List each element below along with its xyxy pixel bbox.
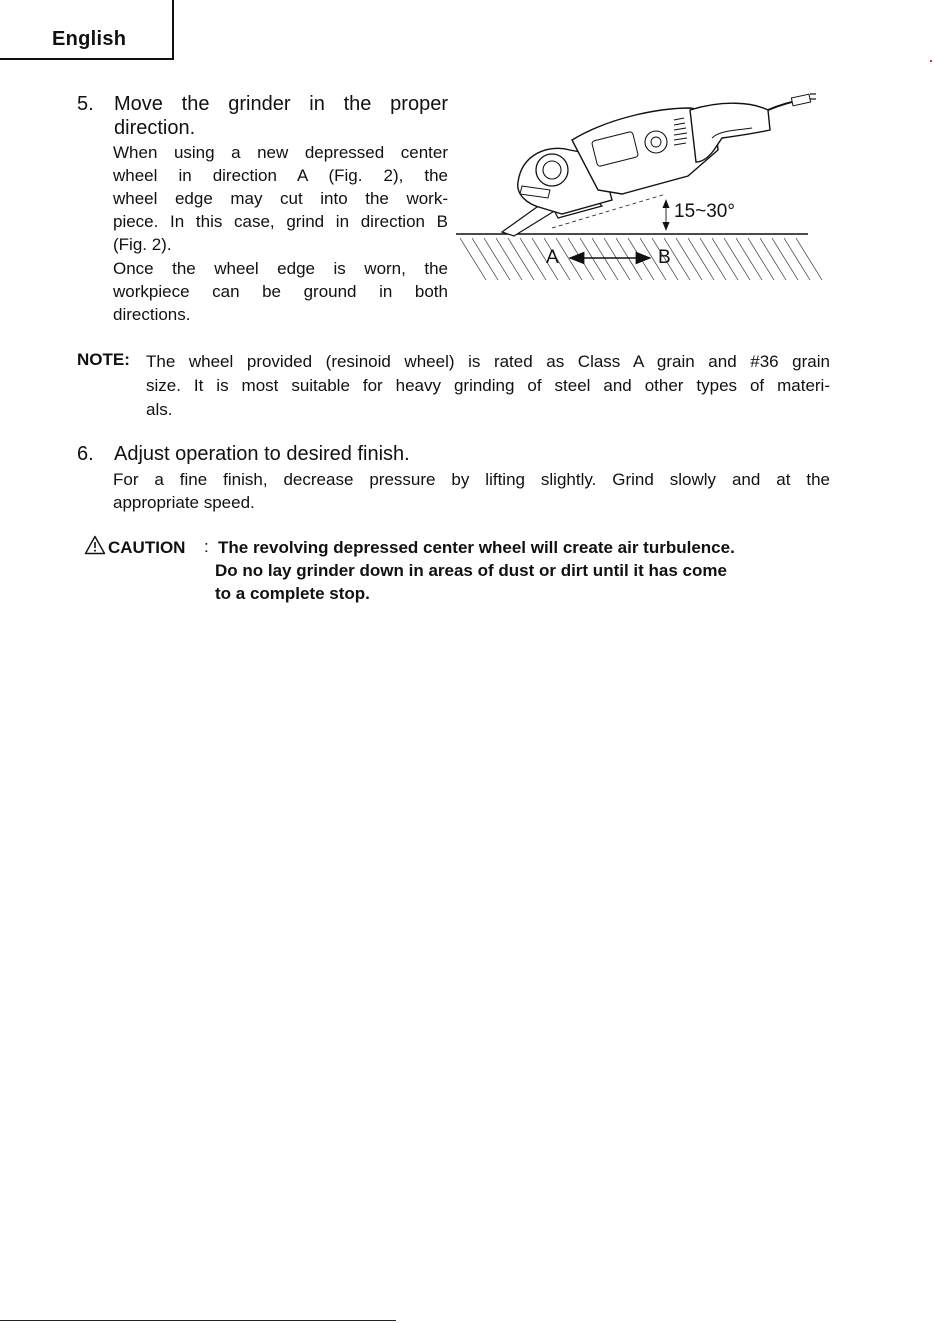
- caution-line: to a complete stop.: [215, 584, 370, 603]
- step5-body-line: piece. In this case, grind in direction B: [113, 212, 448, 231]
- step5-heading-line1: Move the grinder in the proper: [114, 93, 448, 115]
- caution-line: Do no lay grinder down in areas of dust or dirt until it has come: [215, 561, 727, 580]
- edge-mark: [930, 60, 932, 62]
- note-line: als.: [146, 400, 173, 419]
- note-label: NOTE:: [77, 350, 130, 369]
- step5-body-line: Once the wheel edge is worn, the: [113, 259, 448, 278]
- step5-body-line: When using a new depressed center: [113, 143, 448, 162]
- angle-label: 15~30°: [674, 201, 735, 222]
- caution-line: The revolving depressed center wheel will create air turbulence.: [218, 538, 735, 557]
- grinder-illustration: [452, 90, 832, 290]
- language-tab: [0, 0, 174, 60]
- step5-body-line: wheel edge may cut into the work-: [113, 189, 448, 208]
- step5-heading-line2: direction.: [114, 117, 196, 139]
- language-label: English: [52, 28, 127, 50]
- step5-body-line: wheel in direction A (Fig. 2), the: [113, 166, 448, 185]
- step6-heading: Adjust operation to desired finish.: [114, 443, 410, 465]
- note-line: size. It is most suitable for heavy grinding of steel and other types of materi-: [146, 376, 830, 395]
- warning-triangle-icon: [84, 535, 106, 560]
- caution-separator: :: [204, 537, 209, 556]
- grinder-figure: [452, 90, 832, 290]
- step5-body-line: (Fig. 2).: [113, 235, 172, 254]
- footer-rule: [0, 1320, 396, 1321]
- direction-b-label: B: [658, 247, 671, 268]
- note-line: The wheel provided (resinoid wheel) is rated as Class A grain and #36 grain: [146, 352, 830, 371]
- step5-body-line: directions.: [113, 305, 191, 324]
- step6-body-line: For a fine finish, decrease pressure by lifting slightly. Grind slowly and at the: [113, 470, 830, 489]
- step5-number: 5.: [77, 93, 94, 115]
- step6-body-line: appropriate speed.: [113, 493, 255, 512]
- step5-body-line: workpiece can be ground in both: [113, 282, 448, 301]
- step6-number: 6.: [77, 443, 94, 465]
- direction-a-label: A: [546, 247, 559, 268]
- caution-label: CAUTION: [108, 538, 186, 557]
